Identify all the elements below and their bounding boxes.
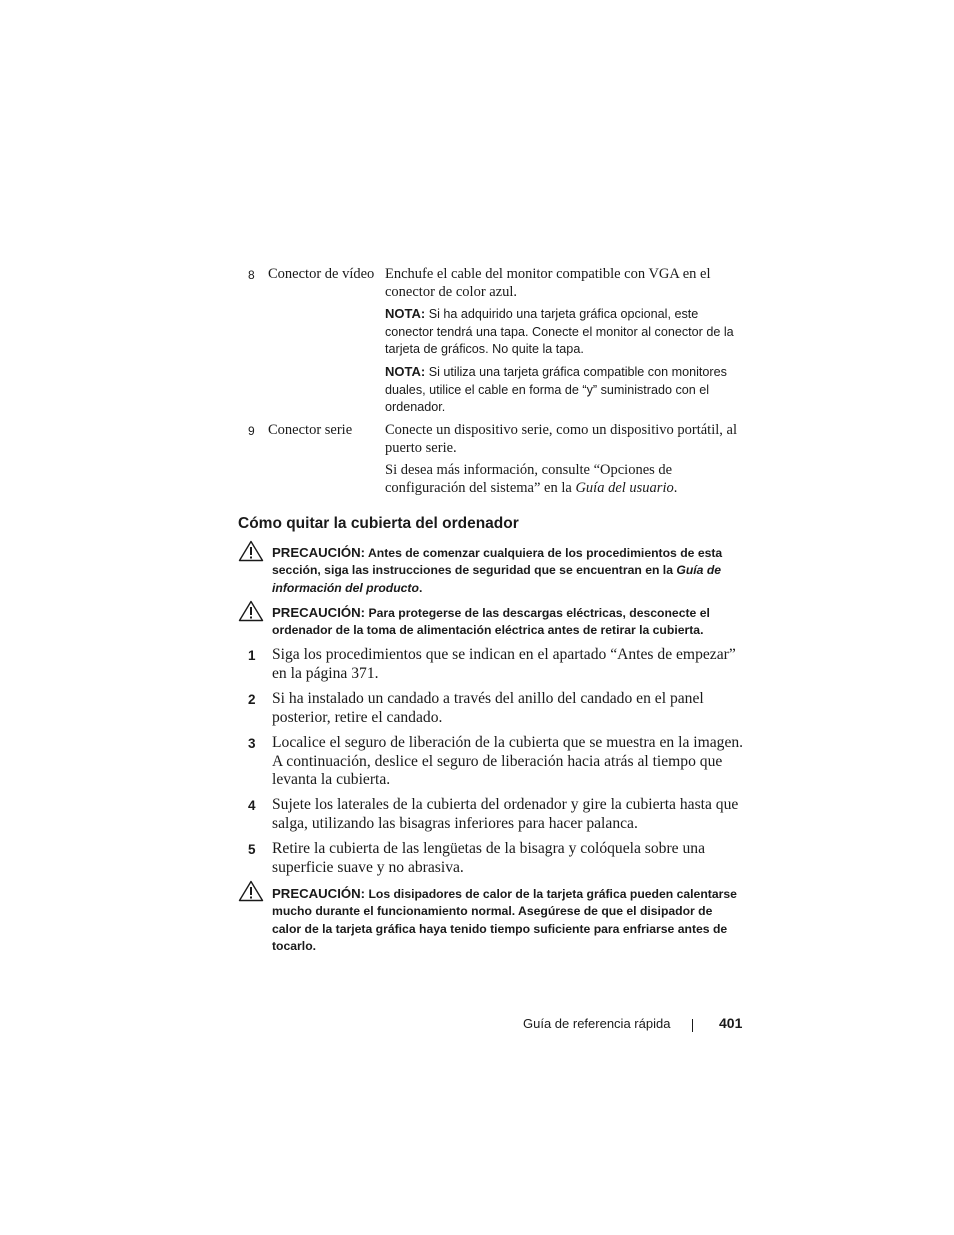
- connector-extra-info: [385, 462, 745, 497]
- caution-body: Los disipadores de calor de la tarjeta gráfica pueden calentarse mucho durante el funcionamiento normal. Asegúrese de que el disipador de calor de la tarjeta gráfica haya tenido tiempo suficiente para enfriarse antes de tocarlo.: [272, 887, 737, 953]
- extra-text: Si desea más información, consulte “Opciones de configuración del sistema” en la: [385, 462, 673, 496]
- connector-name: Conector serie: [268, 422, 353, 438]
- connector-description: Enchufe el cable del monitor compatible con VGA en el conector de color azul.: [385, 266, 711, 300]
- connector-number: 9: [248, 424, 255, 438]
- caution-text: [272, 604, 742, 640]
- footer-divider: [692, 1019, 693, 1032]
- step-number: 5: [248, 842, 256, 857]
- warning-icon: [238, 540, 264, 562]
- connector-name: Conector de vídeo: [268, 266, 375, 282]
- caution-text: [272, 544, 742, 597]
- caution-body: Para protegerse de las descargas eléctricas, desconecte el ordenador de la toma de alimentación eléctrica antes de retirar la cubierta.: [272, 606, 710, 638]
- footer-title: Guía de referencia rápida: [523, 1016, 671, 1031]
- step-text: Siga los procedimientos que se indican en el apartado “Antes de empezar” en la página 371.: [272, 646, 736, 682]
- note-label: NOTA:: [385, 364, 426, 379]
- step-text: Sujete los laterales de la cubierta del ordenador y gire la cubierta hasta que salga, utilizando las bisagras inferiores para hacer palanca.: [272, 796, 739, 832]
- step-number: 1: [248, 648, 256, 663]
- note-text: Si utiliza una tarjeta gráfica compatible con monitores duales, utilice el cable en forma de “y” suministrado con el ordenador.: [385, 365, 727, 414]
- caution-label: PRECAUCIÓN:: [272, 545, 366, 560]
- caution-body: Antes de comenzar cualquiera de los procedimientos de esta sección, siga las instrucciones de seguridad que se encuentran en la: [272, 546, 723, 578]
- caution-label: PRECAUCIÓN:: [272, 605, 366, 620]
- connector-number: 8: [248, 268, 255, 282]
- caution-label: PRECAUCIÓN:: [272, 886, 366, 901]
- connector-description: Conecte un dispositivo serie, como un dispositivo portátil, al puerto serie.: [385, 422, 737, 456]
- caution-body-end: .: [418, 580, 423, 595]
- note-label: NOTA:: [385, 306, 426, 321]
- warning-icon: [238, 600, 264, 622]
- guide-reference: Guía del usuario: [575, 479, 674, 496]
- step-number: 2: [248, 692, 256, 707]
- note: [385, 305, 745, 359]
- caution-text: [272, 885, 742, 955]
- section-title: Cómo quitar la cubierta del ordenador: [238, 515, 519, 532]
- extra-text-end: .: [673, 479, 678, 496]
- step-number: 4: [248, 798, 256, 813]
- step-text: Si ha instalado un candado a través del anillo del candado en el panel posterior, retire el candado.: [272, 690, 704, 726]
- note-text: Si ha adquirido una tarjeta gráfica opcional, este conector tendrá una tapa. Conecte el monitor al conector de la tarjeta de gráficos. No quite la tapa.: [385, 307, 734, 356]
- guide-reference: Guía de información del producto: [272, 563, 722, 595]
- step-text: Localice el seguro de liberación de la cubierta que se muestra en la imagen. A continuación, deslice el seguro de liberación hacia atrás al tiempo que levanta la cubierta.: [272, 734, 744, 789]
- step-number: 3: [248, 736, 256, 751]
- page-number: 401: [719, 1015, 743, 1031]
- step-text: Retire la cubierta de las lengüetas de la bisagra y colóquela sobre una superficie suave y no abrasiva.: [272, 840, 705, 876]
- note: [385, 363, 745, 417]
- warning-icon: [238, 880, 264, 902]
